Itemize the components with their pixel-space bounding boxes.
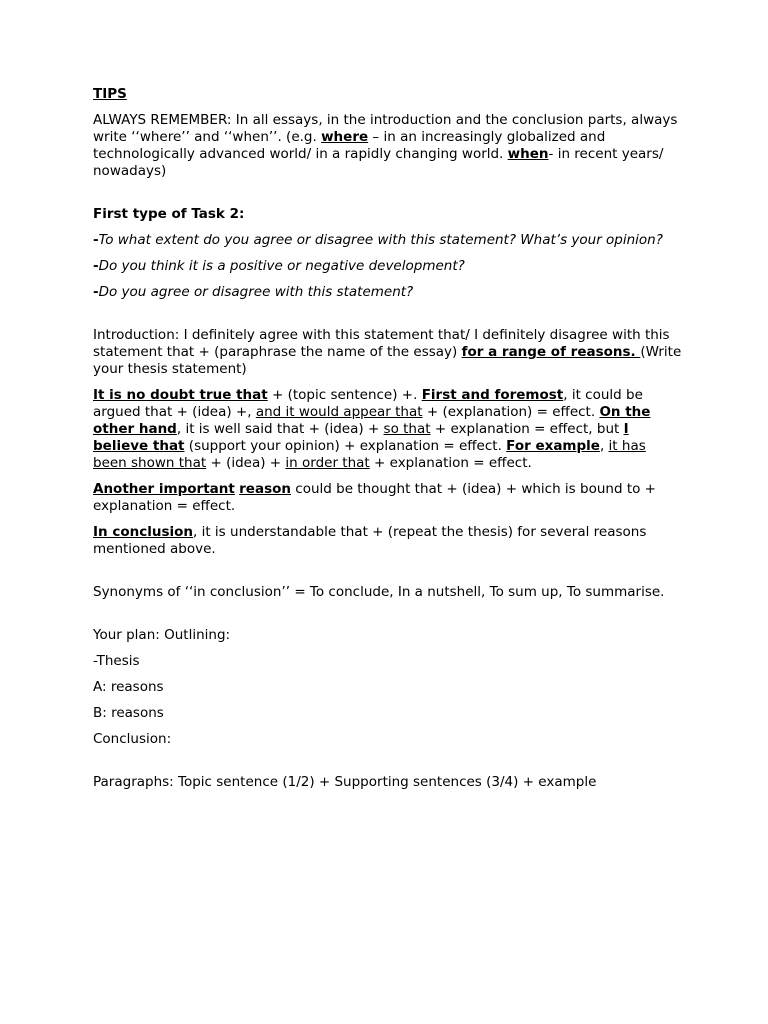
- question-dash: -: [93, 284, 99, 300]
- question-item: [93, 258, 683, 275]
- always-remember-text-3: - in recent years/ nowadays): [93, 146, 664, 179]
- conclusion-text: , it is understandable that + (repeat the thesis) for several reasons mentioned above.: [93, 524, 647, 557]
- first-type-heading: First type of Task 2:: [93, 206, 245, 222]
- first-and-foremost-phrase: First and foremost: [421, 387, 564, 403]
- body-text: + (idea) +: [206, 455, 286, 471]
- question-text: To what extent do you agree or disagree with this statement? What’s your opinion?: [98, 232, 663, 248]
- conclusion-paragraph: [93, 524, 683, 558]
- other-hand-phrase: On the other hand: [93, 404, 651, 437]
- plan-title: Your plan: Outlining:: [93, 627, 231, 643]
- synonyms-paragraph: Synonyms of ‘‘in conclusion’’ = To conclude, In a nutshell, To sum up, To summarise.: [93, 584, 665, 600]
- spacer: [93, 757, 683, 774]
- question-text: Do you agree or disagree with this statement?: [98, 284, 414, 300]
- spacer: [93, 189, 683, 206]
- body-text: + (explanation) = effect.: [422, 404, 600, 420]
- question-dash: -: [93, 258, 99, 274]
- question-item: [93, 284, 683, 301]
- body-paragraph-two: [93, 481, 683, 515]
- plan-item: Conclusion:: [93, 731, 172, 747]
- where-keyword: where: [321, 129, 369, 145]
- when-keyword: when: [507, 146, 549, 162]
- would-appear-phrase: and it would appear that: [255, 404, 423, 420]
- question-text: Do you think it is a positive or negative development?: [98, 258, 465, 274]
- range-of-reasons-phrase: for a range of reasons.: [461, 344, 641, 360]
- introduction-text: Introduction: I definitely agree with this statement that/ I definitely disagree with this statement that + (paraphrase the name of the essay): [93, 327, 670, 360]
- introduction-paragraph: [93, 327, 683, 378]
- body-text: + (topic sentence) +.: [267, 387, 422, 403]
- so-that-phrase: so that: [383, 421, 431, 437]
- reason-phrase: reason: [239, 481, 291, 497]
- for-example-phrase: For example: [506, 438, 600, 454]
- body-text: ,: [599, 438, 609, 454]
- always-remember-paragraph: [93, 112, 683, 180]
- body-text: , it is well said that + (idea) +: [176, 421, 384, 437]
- body-text: , it could be argued that + (idea) +,: [93, 387, 643, 420]
- i-believe-phrase: I believe that: [93, 421, 629, 454]
- thesis-note: (Write your thesis statement): [93, 344, 682, 377]
- body-text: + explanation = effect.: [369, 455, 532, 471]
- in-conclusion-phrase: In conclusion: [93, 524, 194, 540]
- spacer: [93, 310, 683, 327]
- question-dash: -: [93, 232, 99, 248]
- paragraphs-structure: Paragraphs: Topic sentence (1/2) + Supporting sentences (3/4) + example: [93, 774, 597, 790]
- document-body: [93, 86, 683, 800]
- spacer: [93, 610, 683, 627]
- plan-item: -Thesis: [93, 653, 140, 669]
- tips-heading: TIPS: [93, 86, 127, 102]
- body-text: + explanation = effect, but: [430, 421, 624, 437]
- always-remember-text: ALWAYS REMEMBER: In all essays, in the introduction and the conclusion parts, always write ‘‘where’’ and ‘‘when’’. (e.g.: [93, 112, 678, 145]
- plan-item: B: reasons: [93, 705, 164, 721]
- body-text: could be thought that + (idea) + which is bound to + explanation = effect.: [93, 481, 656, 514]
- question-item: [93, 232, 683, 249]
- body-text: (support your opinion) + explanation = effect.: [184, 438, 507, 454]
- in-order-that-phrase: in order that: [285, 455, 370, 471]
- plan-item: A: reasons: [93, 679, 164, 695]
- spacer: [93, 567, 683, 584]
- has-been-shown-phrase: it has been shown that: [93, 438, 646, 471]
- always-remember-text-2: – in an increasingly globalized and technologically advanced world/ in a rapidly changing world.: [93, 129, 606, 162]
- body-paragraph-one: [93, 387, 683, 472]
- no-doubt-phrase: It is no doubt true that: [93, 387, 268, 403]
- another-important-phrase: Another important: [93, 481, 235, 497]
